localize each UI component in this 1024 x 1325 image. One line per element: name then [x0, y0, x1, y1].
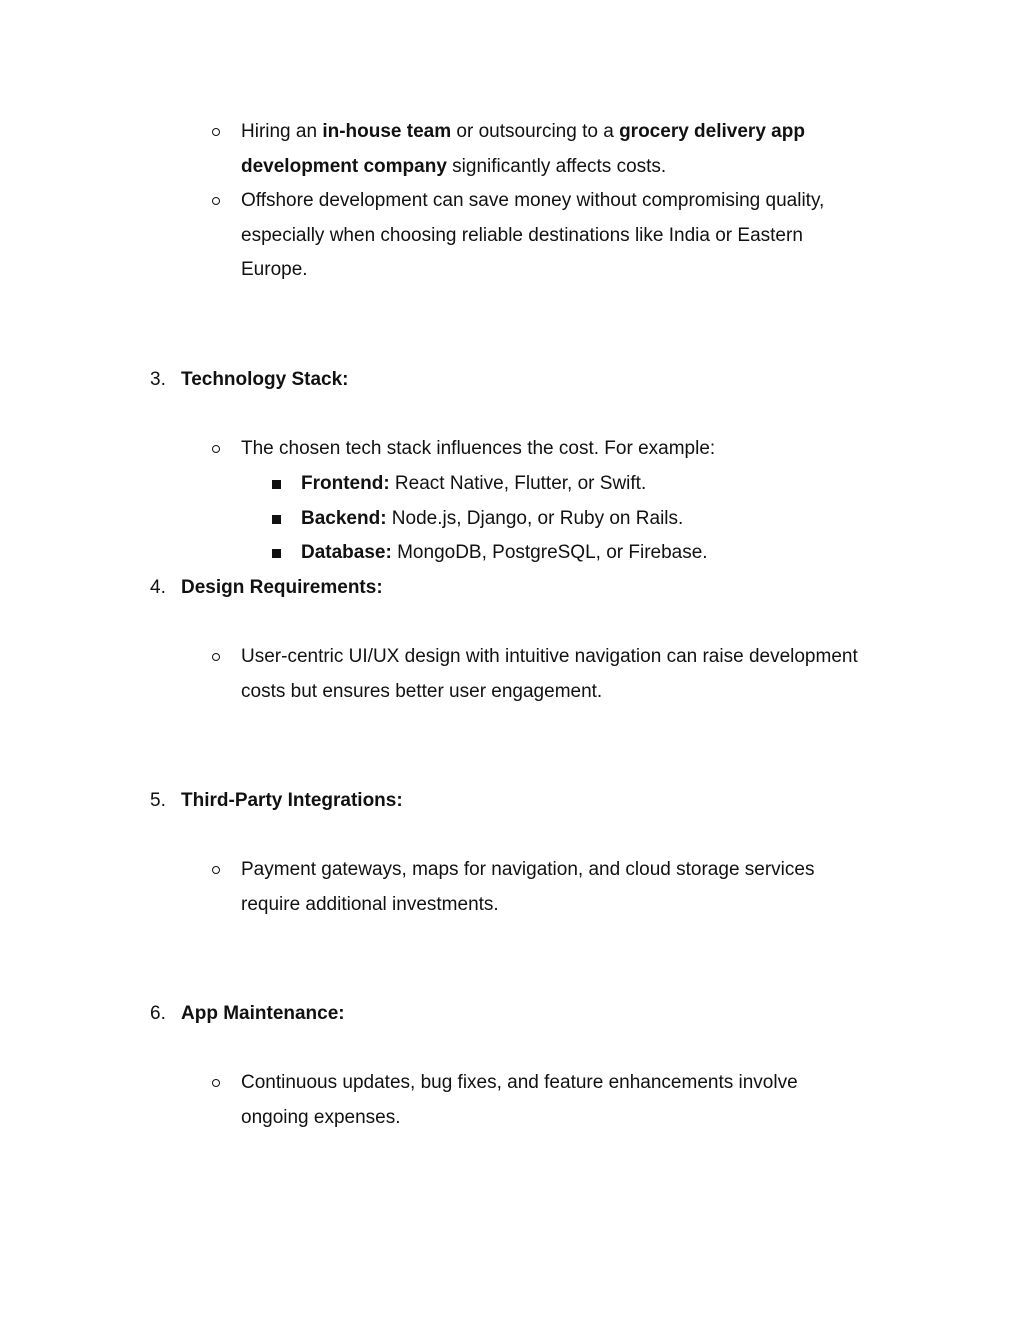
section-5-title: Third-Party Integrations:	[181, 790, 403, 811]
tech-frontend-item: Frontend: React Native, Flutter, or Swift.	[301, 473, 647, 494]
section-6-title: App Maintenance:	[181, 1003, 345, 1024]
section-6-number: 6.	[150, 1003, 166, 1024]
square-bullet-icon	[272, 549, 281, 558]
intro-item-2-line-3: Europe.	[241, 259, 308, 280]
bold-development-company: development company	[241, 156, 447, 177]
section-5-number: 5.	[150, 790, 166, 811]
section-4-number: 4.	[150, 577, 166, 598]
tech-backend-item: Backend: Node.js, Django, or Ruby on Rails.	[301, 508, 684, 529]
intro-item-1-line-1: Hiring an in-house team or outsourcing to a grocery delivery app	[241, 121, 805, 142]
square-bullet-icon	[272, 515, 281, 524]
section-6-bullet-line-2: ongoing expenses.	[241, 1107, 401, 1128]
hollow-circle-bullet-icon	[212, 866, 220, 874]
section-6-bullet-line-1: Continuous updates, bug fixes, and feature enhancements involve	[241, 1072, 798, 1093]
intro-item-1-line-2: development company significantly affects costs.	[241, 156, 667, 177]
square-bullet-icon	[272, 480, 281, 489]
hollow-circle-bullet-icon	[212, 653, 220, 661]
intro-item-2-line-2: especially when choosing reliable destinations like India or Eastern	[241, 225, 803, 246]
section-3-bullet-1: The chosen tech stack influences the cost. For example:	[241, 438, 716, 459]
tech-database-item: Database: MongoDB, PostgreSQL, or Firebase.	[301, 542, 708, 563]
intro-item-2-line-1: Offshore development can save money without compromising quality,	[241, 190, 825, 211]
hollow-circle-bullet-icon	[212, 445, 220, 453]
section-5-bullet-line-2: require additional investments.	[241, 894, 499, 915]
bold-grocery-delivery-app: grocery delivery app	[619, 121, 805, 142]
section-4-title: Design Requirements:	[181, 577, 383, 598]
section-3-number: 3.	[150, 369, 166, 390]
section-3-title: Technology Stack:	[181, 369, 349, 390]
hollow-circle-bullet-icon	[212, 197, 220, 205]
hollow-circle-bullet-icon	[212, 1079, 220, 1087]
hollow-circle-bullet-icon	[212, 128, 220, 136]
section-5-bullet-line-1: Payment gateways, maps for navigation, and cloud storage services	[241, 859, 815, 880]
bold-in-house-team: in-house team	[322, 121, 452, 142]
section-4-bullet-line-2: costs but ensures better user engagement.	[241, 681, 603, 702]
section-4-bullet-line-1: User-centric UI/UX design with intuitive navigation can raise development	[241, 646, 858, 667]
